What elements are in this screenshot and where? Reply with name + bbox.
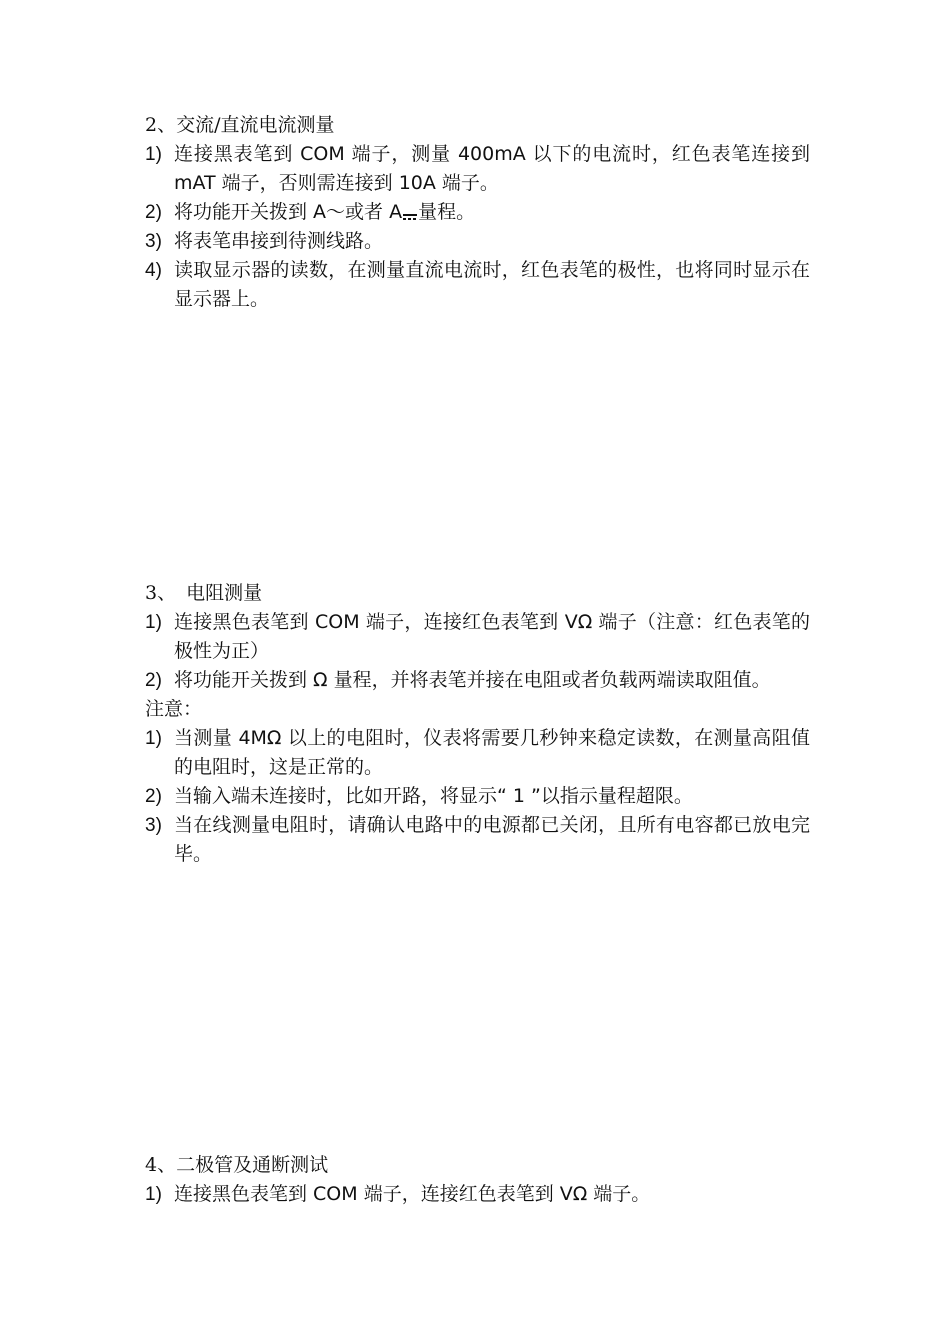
- dc-symbol-icon: [403, 212, 417, 222]
- section-current-measurement: [145, 111, 810, 314]
- list-marker: 2): [145, 786, 162, 807]
- note-label: 注意：: [145, 698, 203, 720]
- section-heading: [145, 1151, 810, 1180]
- list-item-text-suffix: 量程。: [418, 201, 476, 223]
- list-item: [145, 140, 810, 198]
- section-number: 3、: [145, 582, 177, 604]
- list-item: [145, 198, 810, 227]
- step-list: [145, 608, 810, 695]
- step-list: [145, 140, 810, 314]
- list-item-text: 将功能开关拨到 Ω 量程，并将表笔并接在电阻或者负载两端读取阻值。: [174, 669, 771, 691]
- list-item: [145, 811, 810, 869]
- list-item-text: 读取显示器的读数，在测量直流电流时，红色表笔的极性，也将同时显示在显示器上。: [174, 259, 810, 310]
- list-item: [145, 724, 810, 782]
- section-heading: [145, 111, 810, 140]
- list-item: [145, 666, 810, 695]
- list-marker: 3): [145, 815, 162, 836]
- list-item: [145, 782, 810, 811]
- list-marker: 1): [145, 728, 162, 749]
- list-item-text: 连接黑色表笔到 COM 端子，连接红色表笔到 VΩ 端子（注意：红色表笔的极性为正）: [174, 611, 810, 662]
- list-item: [145, 1180, 810, 1209]
- list-marker: 2): [145, 202, 162, 223]
- section-heading: [145, 579, 810, 608]
- list-marker: 1): [145, 1184, 162, 1205]
- section-number: 2、: [145, 114, 177, 136]
- section-title: 交流/直流电流测量: [176, 114, 335, 136]
- list-marker: 3): [145, 231, 162, 252]
- list-item-text: 连接黑色表笔到 COM 端子，连接红色表笔到 VΩ 端子。: [174, 1183, 651, 1205]
- list-item-text: 当在线测量电阻时，请确认电路中的电源都已关闭，且所有电容都已放电完毕。: [174, 814, 810, 865]
- list-marker: 1): [145, 144, 162, 165]
- list-item-text: 当输入端未连接时，比如开路，将显示“ 1 ”以指示量程超限。: [174, 785, 693, 807]
- section-title: 二极管及通断测试: [176, 1154, 329, 1176]
- list-item-text: 将功能开关拨到 A～或者 A: [174, 201, 403, 223]
- list-item-text: 连接黑表笔到 COM 端子，测量 400mA 以下的电流时，红色表笔连接到 mAT 端子，否则需连接到 10A 端子。: [174, 143, 810, 194]
- list-item-text: 当测量 4MΩ 以上的电阻时，仪表将需要几秒钟来稳定读数，在测量高阻值的电阻时，这是正常的。: [174, 727, 810, 778]
- list-item: [145, 227, 810, 256]
- list-item: [145, 608, 810, 666]
- list-marker: 2): [145, 670, 162, 691]
- section-title: 电阻测量: [186, 582, 263, 604]
- list-item: [145, 256, 810, 314]
- list-marker: 4): [145, 260, 162, 281]
- list-item-text: 将表笔串接到待测线路。: [174, 230, 384, 252]
- section-resistance-measurement: [145, 579, 810, 869]
- section-number: 4、: [145, 1154, 177, 1176]
- note-list: [145, 724, 810, 869]
- list-marker: 1): [145, 612, 162, 633]
- step-list: [145, 1180, 810, 1209]
- section-diode-continuity-test: [145, 1151, 810, 1209]
